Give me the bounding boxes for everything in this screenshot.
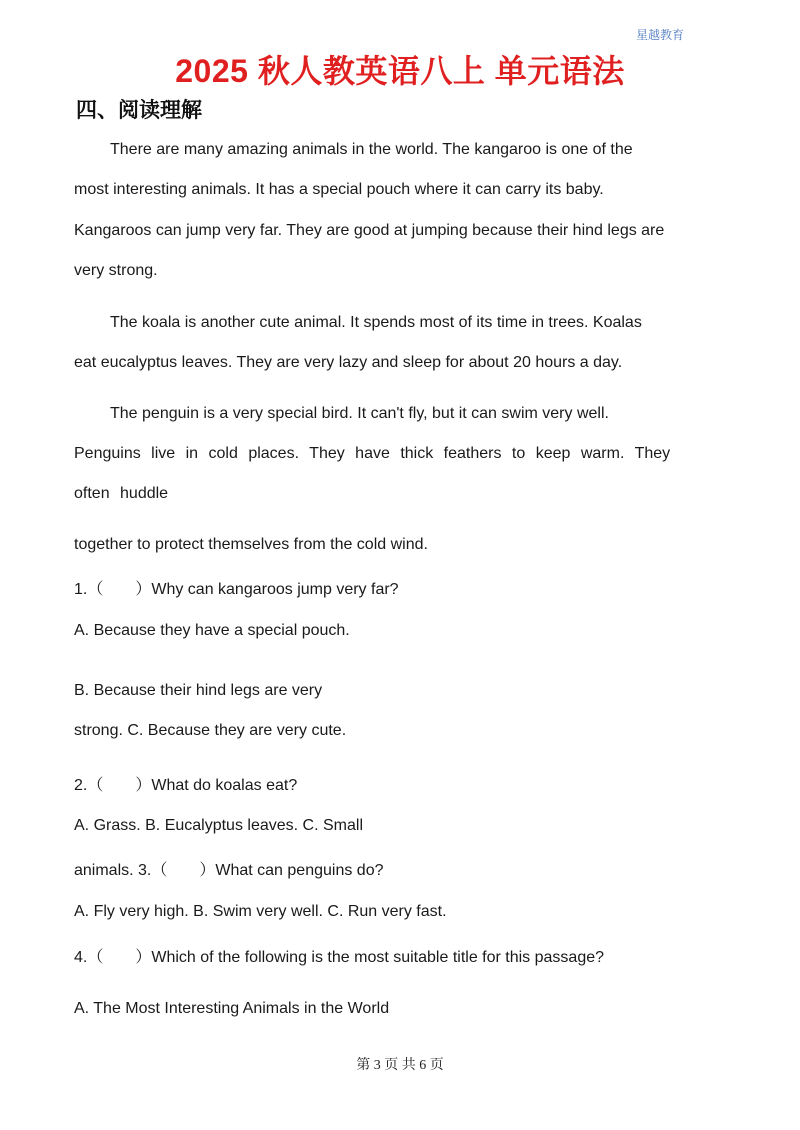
question-2-stem: 2.（ ）What do koalas eat? bbox=[74, 777, 298, 794]
question-1-option-a: A. Because they have a special pouch. bbox=[74, 622, 350, 639]
passage-p3-line-2: Penguins live in cold places. They have thick feathers to keep warm. They bbox=[74, 445, 671, 462]
question-1-stem: 1.（ ）Why can kangaroos jump very far? bbox=[74, 581, 399, 598]
passage-p2-line-2: eat eucalyptus leaves. They are very lazy and sleep for about 20 hours a day. bbox=[74, 354, 623, 371]
question-4-option-a: A. The Most Interesting Animals in the World bbox=[74, 1000, 390, 1017]
page-title bbox=[0, 46, 800, 92]
passage-p1-line-4: very strong. bbox=[74, 262, 158, 279]
question-4-stem: 4.（ ）Which of the following is the most suitable title for this passage? bbox=[74, 949, 605, 966]
title-end: 单元语法 bbox=[494, 53, 625, 89]
question-2-options: A. Grass. B. Eucalyptus leaves. C. Small bbox=[74, 817, 363, 834]
question-2-3-line: animals. 3.（ ）What can penguins do? bbox=[74, 862, 384, 879]
page-number: 第 3 页 共 6 页 bbox=[356, 1058, 444, 1073]
question-1-option-b: B. Because their hind legs are very bbox=[74, 682, 323, 699]
title-year: 2025 bbox=[175, 53, 249, 89]
passage-p3-line-1: The penguin is a very special bird. It can't fly, but it can swim very well. bbox=[110, 405, 609, 422]
title-mid: 秋人教英语八上 bbox=[257, 53, 486, 89]
passage-p1-line-1: There are many amazing animals in the world. The kangaroo is one of the bbox=[110, 141, 633, 158]
passage-p3-line-3: often huddle bbox=[74, 485, 169, 502]
question-3-options: A. Fly very high. B. Swim very well. C. Run very fast. bbox=[74, 903, 447, 920]
section-title: 四、阅读理解 bbox=[76, 99, 202, 122]
passage-p1-line-3: Kangaroos can jump very far. They are good at jumping because their hind legs are bbox=[74, 222, 665, 239]
question-1-option-bc: strong. C. Because they are very cute. bbox=[74, 722, 347, 739]
passage-p3-line-4: together to protect themselves from the cold wind. bbox=[74, 536, 428, 553]
passage-p2-line-1: The koala is another cute animal. It spends most of its time in trees. Koalas bbox=[110, 314, 642, 331]
passage-p1-line-2: most interesting animals. It has a special pouch where it can carry its baby. bbox=[74, 181, 604, 198]
watermark-text: 星越教育 bbox=[636, 28, 685, 42]
